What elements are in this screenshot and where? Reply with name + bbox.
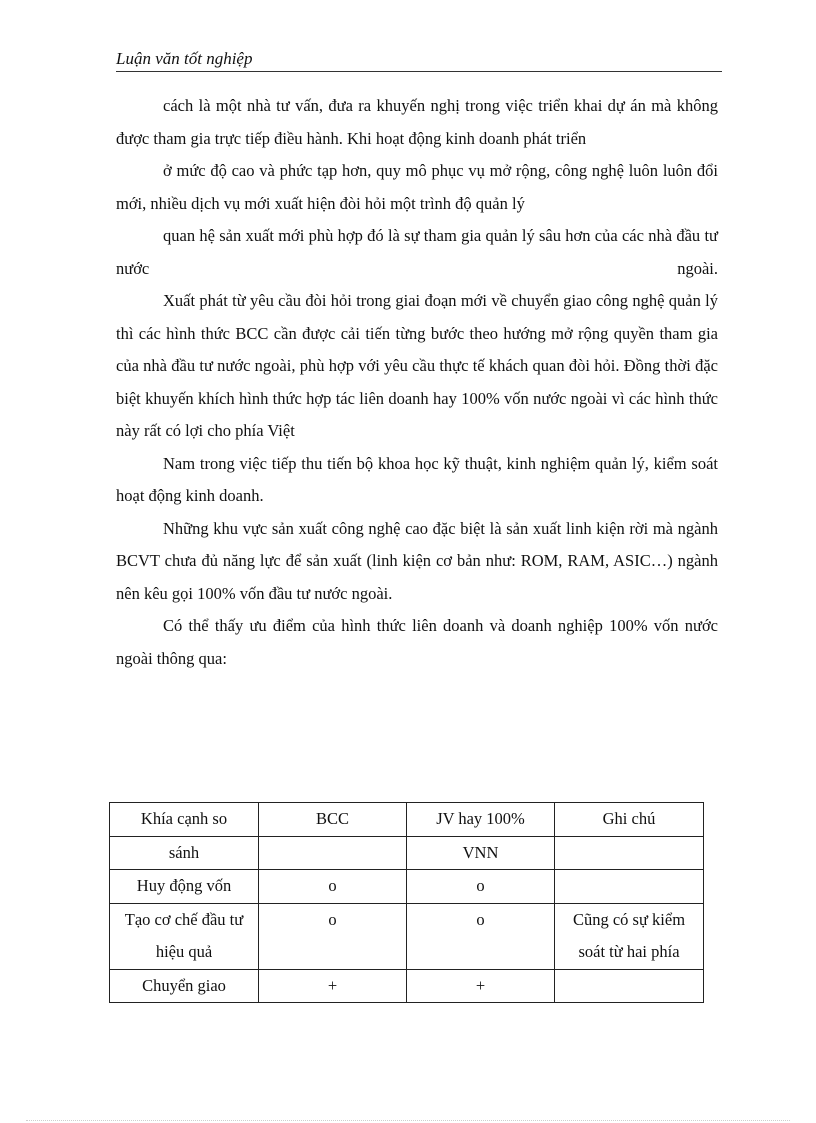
paragraph: cách là một nhà tư vấn, đưa ra khuyến nghị trong việc triển khai dự án mà không được tham gia trực tiếp điều hành. Khi hoạt động kinh doanh phát triển <box>116 96 718 148</box>
page-header: Luận văn tốt nghiệp <box>116 48 722 72</box>
table-cell: Chuyển giao <box>110 969 259 1003</box>
table-cell: BCC <box>259 803 407 837</box>
table-cell: o <box>259 870 407 904</box>
table-cell: JV hay 100% <box>407 803 555 837</box>
table-row <box>110 969 704 1003</box>
table-cell: + <box>259 969 407 1003</box>
table-row <box>110 870 704 904</box>
table-cell: Huy động vốn <box>110 870 259 904</box>
table-cell <box>259 836 407 870</box>
table-cell: o <box>259 903 407 969</box>
page-bottom-rule <box>26 1120 790 1121</box>
body-text <box>116 90 718 675</box>
table-cell: o <box>407 870 555 904</box>
paragraph: Có thể thấy ưu điểm của hình thức liên doanh và doanh nghiệp 100% vốn nước ngoài thông qua: <box>116 616 718 668</box>
paragraph: ở mức độ cao và phức tạp hơn, quy mô phục vụ mở rộng, công nghệ luôn luôn đổi mới, nhiều dịch vụ mới xuất hiện đòi hỏi một trình độ quản lý <box>116 161 718 213</box>
table-cell: + <box>407 969 555 1003</box>
paragraph: Nam trong việc tiếp thu tiến bộ khoa học kỹ thuật, kinh nghiệm quản lý, kiểm soát hoạt động kinh doanh. <box>116 453 718 505</box>
table-cell: Cũng có sự kiểm soát từ hai phía <box>555 903 704 969</box>
table-row <box>110 836 704 870</box>
table-cell <box>555 969 704 1003</box>
table-row <box>110 803 704 837</box>
table-cell: sánh <box>110 836 259 870</box>
paragraph: Những khu vực sản xuất công nghệ cao đặc biệt là sản xuất linh kiện rời mà ngành BCVT chưa đủ năng lực để sản xuất (linh kiện cơ bản như: ROM, RAM, ASIC…) ngành nên kêu gọi 100% vốn đầu tư nước ngoài. <box>116 518 718 603</box>
table-cell: Khía cạnh so <box>110 803 259 837</box>
table-cell: o <box>407 903 555 969</box>
paragraph: Xuất phát từ yêu cầu đòi hỏi trong giai đoạn mới về chuyển giao công nghệ quản lý thì các hình thức BCC cần được cải tiến từng bước theo hướng mở rộng quyền tham gia của nhà đầu tư nước ngoài, phù hợp với yêu cầu thực tế khách quan đòi hỏi. Đồng thời đặc biệt khuyến khích hình thức hợp tác liên doanh hay 100% vốn nước ngoài vì các hình thức này rất có lợi cho phía Việt <box>116 291 718 440</box>
table-cell <box>555 870 704 904</box>
comparison-table <box>109 802 704 1003</box>
table-cell: Ghi chú <box>555 803 704 837</box>
table-cell: Tạo cơ chế đầu tư hiệu quả <box>110 903 259 969</box>
table-cell: VNN <box>407 836 555 870</box>
table-row <box>110 903 704 969</box>
paragraph: quan hệ sản xuất mới phù hợp đó là sự tham gia quản lý sâu hơn của các nhà đầu tư nước ngoài. <box>116 226 718 278</box>
table-cell <box>555 836 704 870</box>
